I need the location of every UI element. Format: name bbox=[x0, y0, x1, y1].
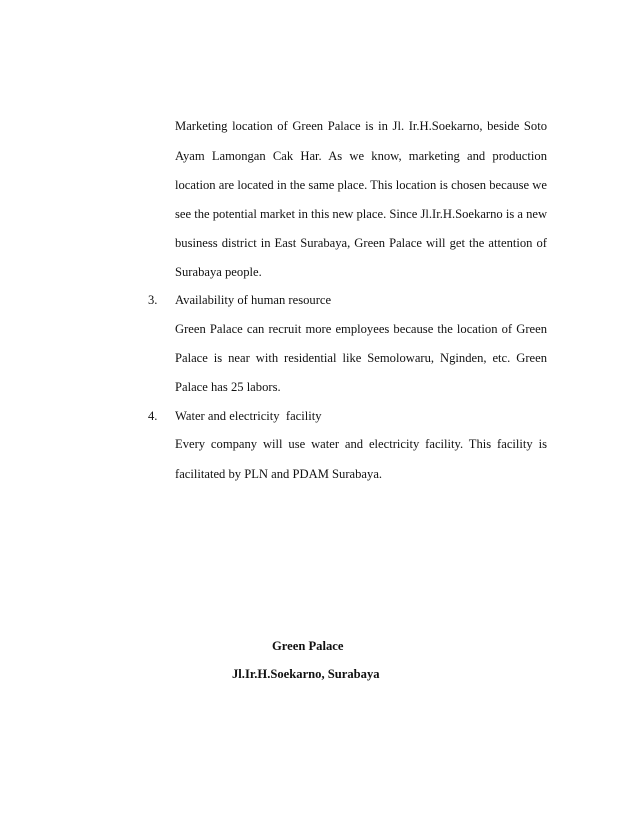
list-heading: Water and electricity facility bbox=[175, 409, 322, 423]
list-number: 4. bbox=[148, 409, 158, 423]
list-number: 3. bbox=[148, 293, 158, 307]
paragraph-line: facilitated by PLN and PDAM Surabaya. bbox=[175, 467, 383, 481]
paragraph-line: business district in East Surabaya, Green Palace will get the attention of bbox=[175, 236, 547, 250]
paragraph-line: Ayam Lamongan Cak Har. As we know, marketing and production bbox=[175, 149, 547, 163]
caption-address: Jl.Ir.H.Soekarno, Surabaya bbox=[232, 667, 380, 681]
paragraph-line: location are located in the same place. This location is chosen because we bbox=[175, 178, 547, 192]
caption-title: Green Palace bbox=[272, 639, 344, 653]
paragraph-line: Green Palace can recruit more employees because the location of Green bbox=[175, 322, 547, 336]
paragraph-line: Surabaya people. bbox=[175, 265, 262, 279]
paragraph-line: Every company will use water and electricity facility. This facility is bbox=[175, 437, 547, 451]
paragraph-line: see the potential market in this new place. Since Jl.Ir.H.Soekarno is a new bbox=[175, 207, 548, 221]
list-heading: Availability of human resource bbox=[175, 293, 332, 307]
paragraph-line: Palace is near with residential like Semolowaru, Nginden, etc. Green bbox=[175, 351, 547, 365]
paragraph-line: Marketing location of Green Palace is in Jl. Ir.H.Soekarno, beside Soto bbox=[175, 119, 547, 133]
paragraph-line: Palace has 25 labors. bbox=[175, 380, 281, 394]
